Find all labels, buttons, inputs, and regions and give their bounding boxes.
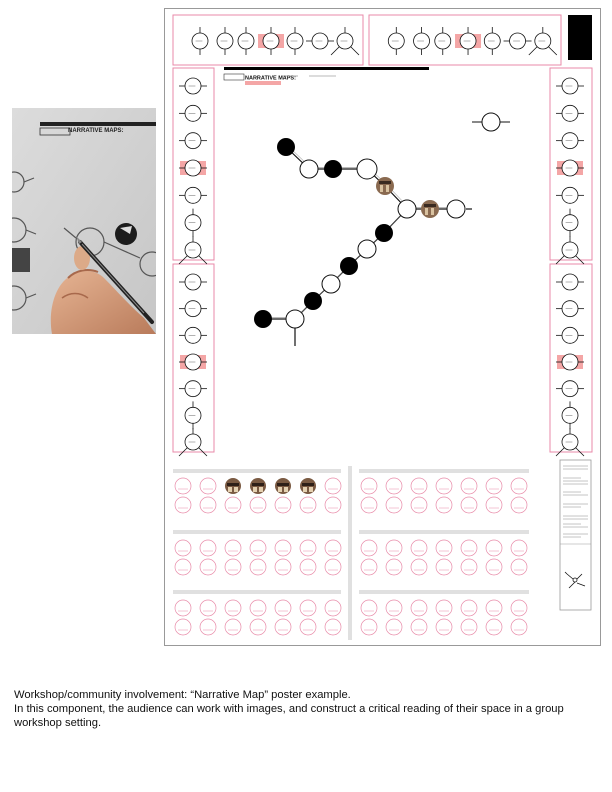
image-cell-empty [511, 478, 527, 494]
title-highlight [245, 81, 281, 85]
network-node-empty [322, 275, 340, 293]
caption-line-2: In this component, the audience can work with images, and construct a critical reading of their space in a group workshop setting. [14, 703, 564, 730]
image-cell-empty [175, 497, 191, 513]
poster-drawing [164, 8, 601, 646]
image-cell-empty [361, 497, 377, 513]
column-node [556, 160, 584, 176]
image-cell-empty [386, 497, 402, 513]
image-cell-empty [461, 619, 477, 635]
image-cell-empty [511, 540, 527, 556]
poster-title: NARRATIVE MAPS: [245, 75, 296, 82]
caption-line-1: Workshop/community involvement: “Narrative Map” poster example. [14, 689, 351, 701]
image-cell-empty [361, 559, 377, 575]
image-cell-empty [325, 478, 341, 494]
image-cell-empty [175, 540, 191, 556]
image-cell-empty [361, 540, 377, 556]
image-cell-empty [436, 600, 452, 616]
image-cell-empty [200, 497, 216, 513]
image-cell-empty [275, 497, 291, 513]
image-cell-empty [511, 497, 527, 513]
image-cell-empty [300, 619, 316, 635]
image-cell-empty [486, 478, 502, 494]
workshop-photo [12, 108, 156, 334]
image-cell-empty [200, 478, 216, 494]
image-cell-empty [250, 540, 266, 556]
image-cell-empty [436, 497, 452, 513]
image-cell-empty [386, 600, 402, 616]
image-cell-empty [361, 619, 377, 635]
image-cell-empty [225, 540, 241, 556]
image-cell-empty [461, 540, 477, 556]
image-cell-empty [386, 540, 402, 556]
network-node-empty [358, 240, 376, 258]
image-cell-empty [225, 600, 241, 616]
image-cell-empty [175, 559, 191, 575]
image-cell-filled [250, 478, 266, 494]
image-cell-empty [325, 540, 341, 556]
network-node-black [277, 138, 295, 156]
title-rule [224, 67, 429, 70]
image-cell-empty [300, 559, 316, 575]
image-cell-empty [436, 559, 452, 575]
black-block [568, 15, 592, 60]
network-node-photo [421, 200, 439, 218]
image-cell-empty [175, 478, 191, 494]
image-cell-empty [175, 619, 191, 635]
image-cell-empty [200, 619, 216, 635]
image-cell-empty [436, 619, 452, 635]
image-cell-empty [275, 559, 291, 575]
legend-panel [560, 460, 591, 610]
photo-sheet-title: NARRATIVE MAPS: [68, 128, 124, 134]
image-cell-empty [486, 600, 502, 616]
image-cell-empty [411, 478, 427, 494]
image-cell-filled [275, 478, 291, 494]
image-cell-empty [386, 559, 402, 575]
column-node [556, 354, 584, 370]
caption [14, 688, 604, 731]
image-cell-empty [325, 619, 341, 635]
network-node-black [254, 310, 272, 328]
narrative-map-poster [164, 8, 601, 646]
image-cell-empty [511, 600, 527, 616]
network-node-empty [357, 159, 377, 179]
image-cell-empty [200, 559, 216, 575]
image-cell-empty [411, 600, 427, 616]
image-cell-empty [225, 497, 241, 513]
network-node-empty [286, 310, 304, 328]
image-cell-empty [250, 559, 266, 575]
image-cell-empty [436, 540, 452, 556]
column-node [179, 354, 207, 370]
network-node-black [375, 224, 393, 242]
image-cell-empty [486, 619, 502, 635]
image-cell-empty [486, 540, 502, 556]
network-node-empty [300, 160, 318, 178]
image-cell-empty [200, 540, 216, 556]
image-cell-empty [250, 619, 266, 635]
image-cell-empty [250, 497, 266, 513]
image-cell-empty [300, 540, 316, 556]
image-cell-empty [300, 497, 316, 513]
image-cell-empty [486, 559, 502, 575]
network-node-black [324, 160, 342, 178]
image-cell-empty [411, 559, 427, 575]
image-cell-empty [325, 600, 341, 616]
network-node-empty [398, 200, 416, 218]
image-cell-empty [175, 600, 191, 616]
image-cell-empty [275, 619, 291, 635]
image-cell-empty [250, 600, 266, 616]
column-node [179, 160, 207, 176]
network-node-black [304, 292, 322, 310]
image-cell-empty [411, 497, 427, 513]
image-cell-empty [275, 540, 291, 556]
image-cell-empty [386, 619, 402, 635]
network-node-photo [376, 177, 394, 195]
image-cell-empty [325, 559, 341, 575]
image-cell-filled [300, 478, 316, 494]
image-cell-empty [275, 600, 291, 616]
legend-box [560, 460, 591, 610]
network-node-black [340, 257, 358, 275]
image-cell-empty [300, 600, 316, 616]
grid-divider [348, 466, 352, 640]
image-cell-empty [461, 478, 477, 494]
image-cell-empty [411, 619, 427, 635]
image-cell-empty [461, 559, 477, 575]
image-cell-empty [511, 619, 527, 635]
workshop-photo-illustration [12, 108, 156, 334]
network-node-empty [447, 200, 465, 218]
image-cell-empty [225, 559, 241, 575]
image-cell-empty [511, 559, 527, 575]
image-cell-empty [436, 478, 452, 494]
image-cell-empty [461, 497, 477, 513]
image-cell-empty [411, 540, 427, 556]
image-cell-empty [461, 600, 477, 616]
image-cell-empty [225, 619, 241, 635]
image-cell-filled [225, 478, 241, 494]
image-cell-empty [325, 497, 341, 513]
image-cell-empty [361, 600, 377, 616]
image-cell-empty [386, 478, 402, 494]
image-cell-empty [361, 478, 377, 494]
image-cell-empty [486, 497, 502, 513]
image-cell-empty [200, 600, 216, 616]
